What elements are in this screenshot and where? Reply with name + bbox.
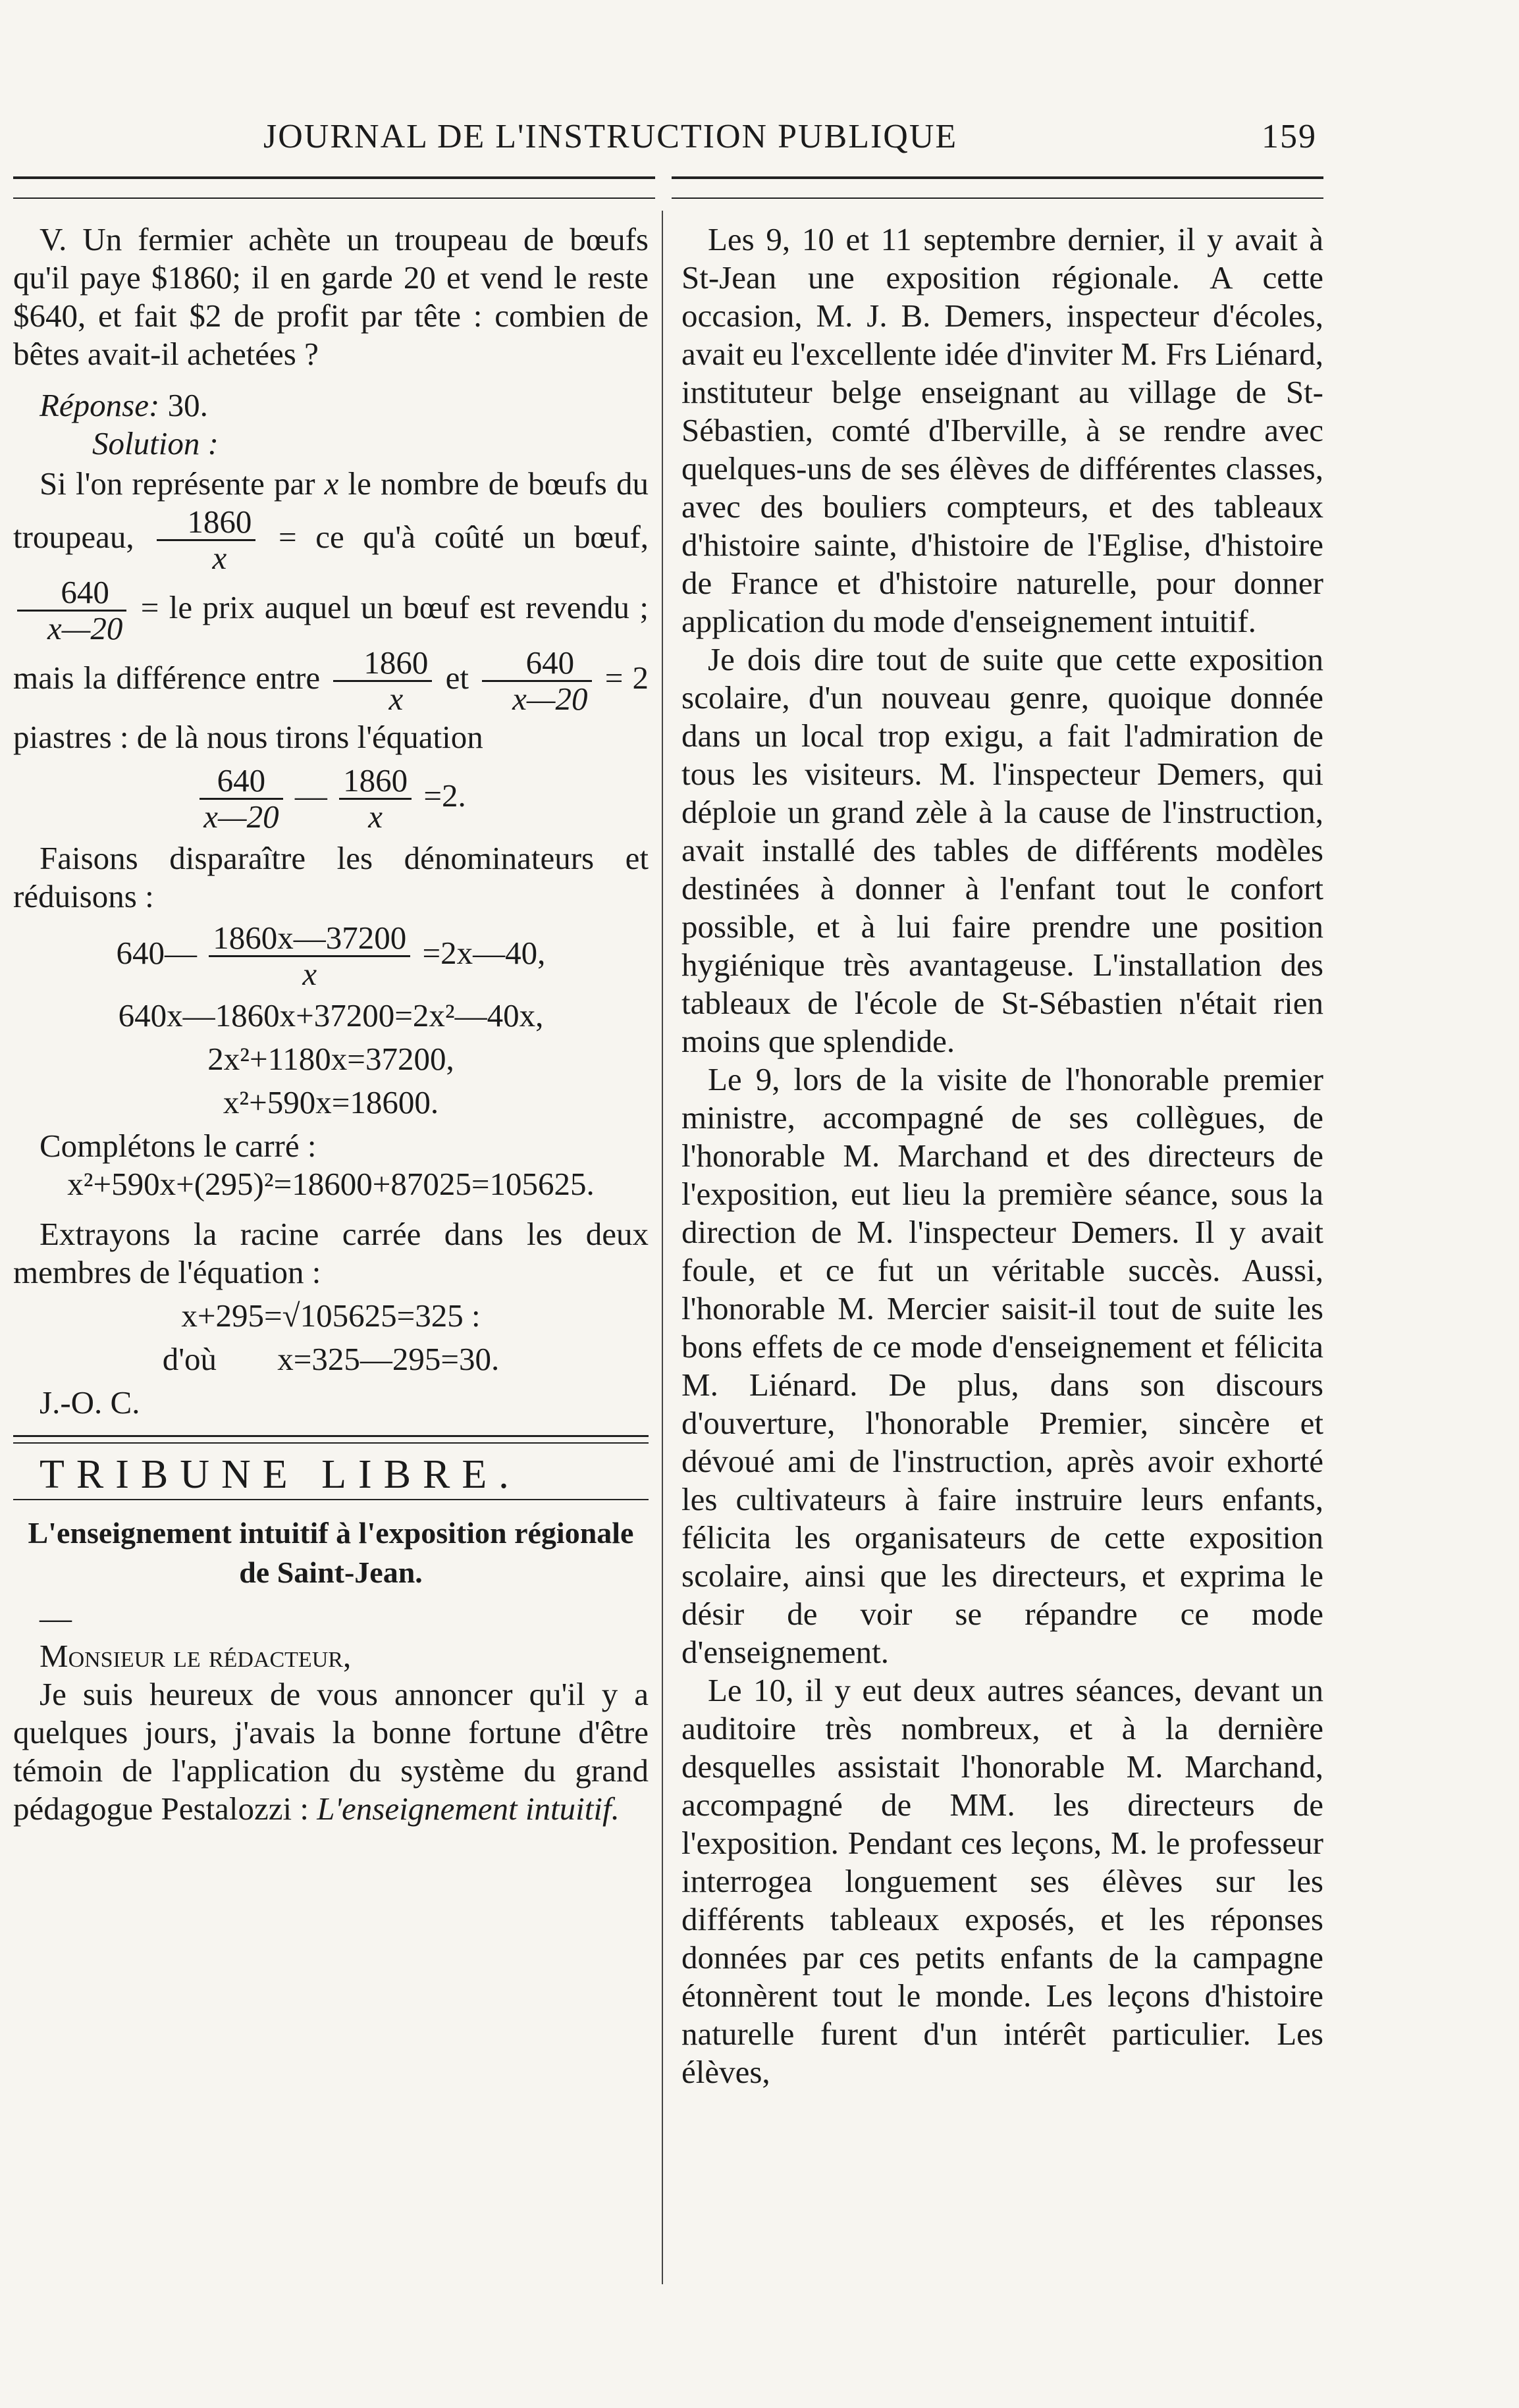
fraction-numerator: 1860x—37200 (209, 921, 410, 957)
fraction-numerator: 1860 (339, 764, 412, 800)
journal-title: JOURNAL DE L'INSTRUCTION PUBLIQUE (263, 118, 958, 155)
letter-text: Je suis heureux de vous annoncer qu'il y a quelques jours, j'avais la bonne fortune d'être témoin de l'application du système du grand pédagogue Pestalozzi : (13, 1676, 649, 1827)
article-title-line-1: L'enseignement intuitif à l'exposition régionale (28, 1516, 634, 1550)
section-title: TRIBUNE LIBRE. (40, 1452, 521, 1497)
header-rule-right-thick (672, 176, 1323, 179)
fraction-numerator: 1860 (333, 646, 432, 682)
article-paragraph-1: Les 9, 10 et 11 septembre dernier, il y avait à St-Jean une exposition régionale. A cette occasion, M. J. B. Demers, inspecteur d'écoles, avait eu l'excellente idée d'inviter M. Frs Liénard, instituteur belge enseignant au village de St-Sébastien, comté d'Iberville, à se rendre avec quelques-uns de ses élèves de différentes classes, avec des bouliers compteurs, et des tableaux d'histoire sainte, d'histoire de l'Eglise, d'histoire de France et d'histoire naturelle, pour donner application du mode d'enseignement intuitif. (681, 221, 1323, 639)
solution-et: et (445, 659, 469, 696)
equation-5: x²+590x=18600. (223, 1084, 439, 1120)
fraction-denominator: x (368, 798, 383, 835)
equation-1 (13, 764, 649, 834)
section-rule-thin (13, 1442, 649, 1444)
equation-7: x+295=√105625=325 : (181, 1297, 481, 1334)
right-column (681, 221, 1323, 2091)
step-denominators: Faisons disparaître les dénominateurs et réduisons : (13, 840, 649, 914)
fraction-denominator: x (212, 540, 227, 576)
equation-8-line (13, 1340, 649, 1378)
article-paragraph-3: Le 9, lors de la visite de l'honorable premier ministre, accompagné de ses collègues, de l'honorable M. Marchand et des directeurs de l'exposition, eut lieu la première séance, sous la direction de M. l'inspecteur Demers. Il y avait foule, et ce fut un véritable succès. Aussi, l'honorable M. Mercier saisit-il tout de suite les bons effets de ce mode d'enseignement et félicita M. Liénard. De plus, dans son discours d'ouverture, l'honorable Premier, sincère et dévoué ami de l'instruction, après avoir exhorté les cultivateurs à faire instruire leurs enfants, félicita les organisateurs de cette exposition scolaire, ainsi que les directeurs, et exprima le désir de voir se répandre ce mode d'enseignement. (681, 1061, 1323, 1670)
equation-3: 640x—1860x+37200=2x²—40x, (118, 997, 544, 1034)
section-rule-thick (13, 1435, 649, 1437)
running-head (263, 117, 1317, 163)
eq1-rhs: =2. (423, 777, 466, 814)
article-dash: — (40, 1600, 72, 1636)
fraction-numerator: 640 (482, 646, 591, 682)
fraction-numerator: 640 (200, 764, 282, 800)
eq2-fraction (209, 921, 410, 991)
equation-2 (13, 921, 649, 991)
section-title-rule (13, 1499, 649, 1500)
article-paragraph-2: Je dois dire tout de suite que cette exposition scolaire, d'un nouveau genre, quoique donnée dans un local trop exigu, a fait l'admiration de tous les visiteurs. M. l'inspecteur Demers, qui déploie un grand zèle à la cause de l'instruction, avait installé des tables de différents modèles destinées à donner à l'enfant tout le confort possible, et à lui faire prendre une position hygiénique très avantageuse. L'installation des tableaux de l'école de St-Sébastien n'était rien moins que splendide. (681, 641, 1323, 1059)
article-paragraph-4: Le 10, il y eut deux autres séances, devant un auditoire très nombreux, et à la dernière desquelles assistait l'honorable M. Marchand, accompagné de MM. les directeurs de l'exposition. Pendant ces leçons, M. le professeur interrogea longuement ses élèves sur les différents tableaux exposés, et les réponses données par ces petits enfants de la campagne étonnèrent tout le monde. Les leçons d'histoire naturelle furent d'un intérêt particulier. Les élèves, (681, 1672, 1323, 2090)
solution-variable-x: x (324, 465, 339, 502)
eq2-rhs: =2x—40, (422, 934, 546, 971)
answer-label: Réponse: (40, 387, 160, 423)
step-square-root: Extrayons la racine carrée dans les deux membres de l'équation : (13, 1216, 649, 1290)
solution-text-a: Si l'on représente par (40, 465, 315, 502)
solution-text-b: le nombre de bœufs du troupeau, (13, 465, 649, 555)
fraction-denominator: x (388, 681, 404, 717)
header-rule-right-thin (672, 197, 1323, 199)
page-number: 159 (1262, 118, 1317, 155)
article-title-line-2: de Saint-Jean. (239, 1556, 423, 1589)
eq1-fraction-a (200, 764, 282, 834)
fraction-numerator: 640 (17, 575, 126, 612)
header-rule-left-thick (13, 176, 655, 179)
solution-text-e: = 2 piastres : de là nous tirons l'équation (13, 659, 649, 755)
fraction-640-over-x-20-b (482, 646, 591, 716)
fraction-denominator: x—20 (47, 610, 123, 646)
article-title (13, 1513, 649, 1592)
equation-6: x²+590x+(295)²=18600+87025=105625. (67, 1166, 595, 1202)
equation-4: 2x²+1180x=37200, (207, 1041, 454, 1077)
fraction-denominator: x—20 (512, 681, 588, 717)
letter-emphasis: L'enseignement intuitif. (317, 1791, 620, 1827)
fraction-denominator: x (302, 956, 317, 992)
solution-text-d: = le prix auquel un bœuf est revendu ; mais la différence entre (13, 589, 649, 696)
fraction-numerator: 1860 (157, 505, 255, 541)
solution-text-c: = ce qu'à coûté un bœuf, (279, 518, 649, 555)
column-divider (662, 211, 663, 2284)
eq2-lhs: 640— (116, 934, 198, 971)
fraction-640-over-x-20 (17, 575, 126, 646)
step-complete-square: Complétons le carré : (40, 1128, 317, 1164)
problem-statement: V. Un fermier achète un troupeau de bœufs qu'il paye $1860; il en garde 20 et vend le reste $640, et fait $2 de profit par tête : combien de bêtes avait-il achetées ? (13, 221, 649, 372)
letter-salutation: Monsieur le rédacteur, (40, 1638, 352, 1674)
fraction-1860-over-x (157, 505, 255, 575)
header-rule-left-thin (13, 197, 655, 199)
solution-label: Solution : (92, 425, 219, 461)
solution-paragraph (13, 463, 649, 758)
fraction-denominator: x—20 (203, 798, 279, 835)
answer-value: 30. (167, 387, 208, 423)
fraction-1860-over-x-b (333, 646, 432, 716)
eq8-label: d'où (162, 1341, 217, 1377)
signature: J.-O. C. (40, 1384, 140, 1421)
eq1-fraction-b (339, 764, 412, 834)
eq1-minus: — (294, 777, 327, 814)
left-column (13, 221, 649, 1828)
equation-8: x=325—295=30. (277, 1341, 500, 1377)
letter-opening (13, 1675, 649, 1828)
answer-line (13, 386, 649, 425)
